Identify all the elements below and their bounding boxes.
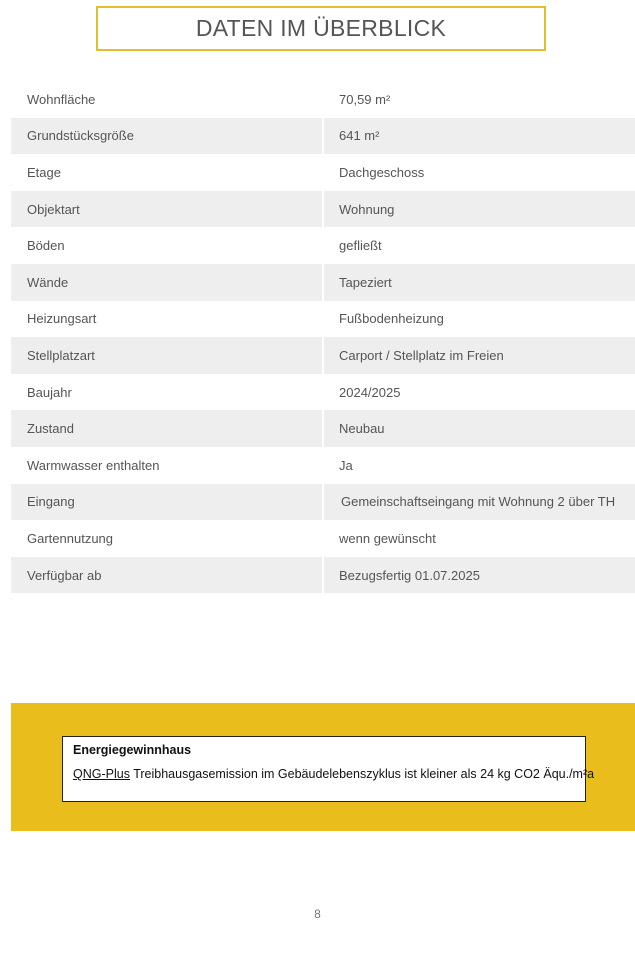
table-row	[11, 337, 635, 374]
table-row	[11, 191, 635, 228]
table-row	[11, 374, 635, 411]
page-title: DATEN IM ÜBERBLICK	[96, 6, 546, 51]
fact-label: Böden	[27, 238, 65, 254]
table-row	[11, 81, 635, 118]
table-row	[11, 484, 635, 521]
fact-label: Etage	[27, 164, 61, 180]
table-row	[11, 264, 635, 301]
table-row	[11, 227, 635, 264]
energy-title: Energiegewinnhaus	[73, 743, 192, 757]
table-row	[11, 154, 635, 191]
fact-value: wenn gewünscht	[339, 530, 436, 546]
fact-label: Warmwasser enthalten	[27, 457, 160, 473]
fact-label: Objektart	[11, 191, 322, 228]
fact-label: Baujahr	[27, 384, 72, 400]
fact-value: Dachgeschoss	[339, 164, 425, 180]
energy-info-box	[62, 736, 595, 802]
fact-value: gefließt	[339, 238, 382, 254]
fact-value: 70,59 m²	[339, 91, 391, 107]
fact-value: Wohnung	[324, 191, 635, 228]
fact-label: Stellplatzart	[11, 337, 322, 374]
fact-label: Verfügbar ab	[11, 557, 322, 594]
fact-label: Wände	[11, 264, 322, 301]
fact-value: Gemeinschaftseingang mit Wohnung 2 über TH	[324, 484, 635, 521]
table-row	[11, 118, 635, 155]
fact-value: 2024/2025	[339, 384, 401, 400]
fact-label: Heizungsart	[27, 311, 97, 327]
fact-value: Fußbodenheizung	[339, 311, 444, 327]
table-row	[11, 410, 635, 447]
fact-label: Grundstücksgröße	[11, 118, 322, 155]
fact-label: Eingang	[11, 484, 322, 521]
energy-text: Treibhausgasemission im Gebäudelebenszyklus ist kleiner als 24 kg CO2 Äqu./m²a	[129, 767, 595, 781]
qng-plus-link[interactable]: QNG-Plus	[73, 767, 130, 781]
fact-label: Gartennutzung	[27, 530, 114, 546]
table-row	[11, 301, 635, 338]
fact-value: Tapeziert	[324, 264, 635, 301]
fact-value: Ja	[339, 457, 353, 473]
fact-value: Neubau	[324, 410, 635, 447]
page-number: 8	[314, 907, 321, 921]
table-row	[11, 557, 635, 594]
energy-banner	[11, 703, 635, 831]
fact-label: Zustand	[11, 410, 322, 447]
table-row	[11, 447, 635, 484]
energy-description	[73, 767, 595, 781]
fact-value: 641 m²	[324, 118, 635, 155]
fact-label: Wohnfläche	[27, 91, 96, 107]
table-row	[11, 520, 635, 557]
fact-value: Bezugsfertig 01.07.2025	[324, 557, 635, 594]
fact-value: Carport / Stellplatz im Freien	[324, 337, 635, 374]
facts-table	[11, 81, 635, 593]
